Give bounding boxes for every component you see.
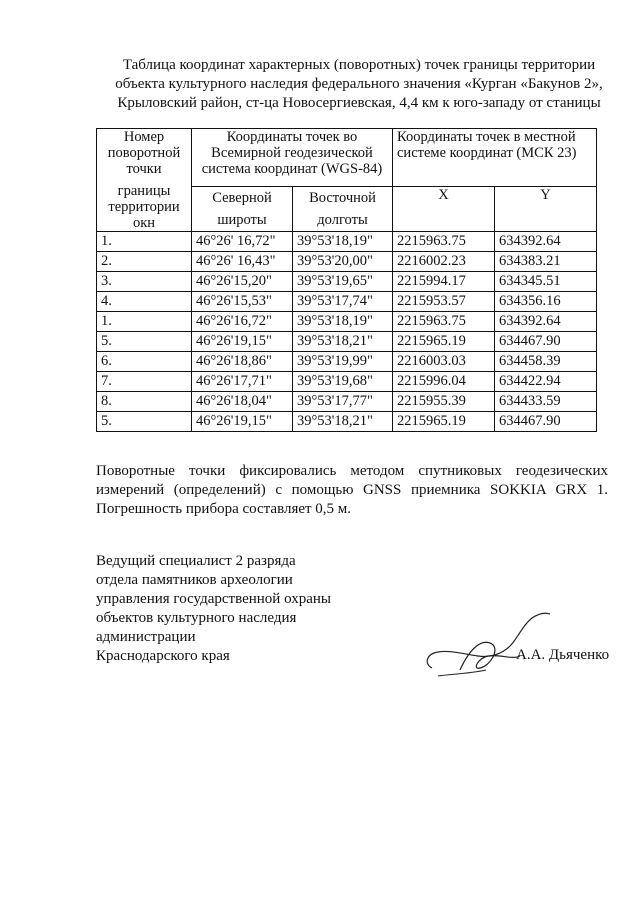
longitude-cell: 39°53'18,21"	[293, 412, 393, 432]
longitude-cell: 39°53'19,99"	[293, 352, 393, 372]
longitude-cell: 39°53'17,74"	[293, 292, 393, 312]
point-number: 6.	[97, 352, 192, 372]
point-number: 2.	[97, 252, 192, 272]
x-cell: 2215994.17	[393, 272, 495, 292]
position-line: Ведущий специалист 2 разряда	[96, 553, 296, 569]
header-line: окн	[132, 215, 156, 231]
point-number: 1.	[97, 232, 192, 252]
x-cell: 2215955.39	[393, 392, 495, 412]
signatory-position	[96, 552, 331, 666]
table-row	[97, 252, 597, 272]
table-row	[97, 232, 597, 252]
x-header: X	[393, 186, 495, 231]
header-line: долготы	[317, 211, 368, 228]
longitude-cell: 39°53'19,68"	[293, 372, 393, 392]
latitude-header	[192, 186, 293, 231]
header-line: территории	[108, 199, 180, 215]
longitude-cell: 39°53'20,00"	[293, 252, 393, 272]
latitude-cell: 46°26' 16,43"	[192, 252, 293, 272]
longitude-header	[293, 186, 393, 231]
point-number: 7.	[97, 372, 192, 392]
y-cell: 634383.21	[495, 252, 597, 272]
header-line: системе координат (МСК 23)	[397, 145, 577, 161]
y-cell: 634458.39	[495, 352, 597, 372]
note-line: измерений (определений) с помощью GNSS приемника SOKKIA GRX 1.	[96, 482, 608, 498]
latitude-cell: 46°26'15,53"	[192, 292, 293, 312]
table-row	[97, 352, 597, 372]
x-cell: 2216002.23	[393, 252, 495, 272]
header-line: точки	[126, 161, 162, 177]
measurement-note	[96, 462, 608, 519]
title-line: Таблица координат характерных (поворотных) точек границы территории	[122, 57, 596, 73]
coordinates-table	[96, 128, 597, 432]
longitude-cell: 39°53'18,21"	[293, 332, 393, 352]
y-cell: 634467.90	[495, 332, 597, 352]
header-line: Координаты точек в местной	[397, 129, 576, 145]
y-cell: 634356.16	[495, 292, 597, 312]
note-line: Погрешность прибора составляет 0,5 м.	[96, 501, 352, 517]
y-cell: 634467.90	[495, 412, 597, 432]
wgs-header	[192, 129, 393, 187]
x-cell: 2216003.03	[393, 352, 495, 372]
latitude-cell: 46°26'19,15"	[192, 332, 293, 352]
latitude-cell: 46°26'16,72"	[192, 312, 293, 332]
point-number: 8.	[97, 392, 192, 412]
longitude-cell: 39°53'18,19"	[293, 312, 393, 332]
longitude-cell: 39°53'18,19"	[293, 232, 393, 252]
position-line: управления государственной охраны	[96, 591, 331, 607]
y-cell: 634345.51	[495, 272, 597, 292]
x-cell: 2215953.57	[393, 292, 495, 312]
signatory-name: А.А. Дьяченко	[516, 647, 610, 663]
x-cell: 2215996.04	[393, 372, 495, 392]
table-row	[97, 412, 597, 432]
position-line: отдела памятников археологии	[96, 572, 293, 588]
latitude-cell: 46°26'18,86"	[192, 352, 293, 372]
header-line: Номер	[123, 129, 165, 145]
point-number: 3.	[97, 272, 192, 292]
header-line: Всемирной геодезической	[211, 145, 373, 161]
latitude-cell: 46°26'17,71"	[192, 372, 293, 392]
table-row	[97, 392, 597, 412]
note-line: Поворотные точки фиксировались методом спутниковых геодезических	[96, 463, 608, 479]
x-cell: 2215963.75	[393, 312, 495, 332]
header-line: широты	[217, 211, 267, 228]
title-line: Крыловский район, ст-ца Новосергиевская, 4,4 км к юго-западу от станицы	[117, 95, 601, 111]
y-cell: 634422.94	[495, 372, 597, 392]
point-number: 4.	[97, 292, 192, 312]
header-line: границы	[117, 183, 171, 199]
position-line: администрации	[96, 629, 196, 645]
header-line: система координат (WGS-84)	[201, 161, 383, 177]
longitude-cell: 39°53'19,65"	[293, 272, 393, 292]
point-number-header	[97, 129, 192, 232]
x-cell: 2215965.19	[393, 412, 495, 432]
latitude-cell: 46°26'19,15"	[192, 412, 293, 432]
x-cell: 2215965.19	[393, 332, 495, 352]
title-line: объекта культурного наследия федерального значения «Курган «Бакунов 2»,	[115, 76, 603, 92]
table-row	[97, 332, 597, 352]
point-number: 1.	[97, 312, 192, 332]
header-line: Восточной	[309, 189, 376, 206]
y-cell: 634392.64	[495, 232, 597, 252]
y-header: Y	[495, 186, 597, 231]
header-line: Северной	[212, 189, 272, 206]
y-cell: 634392.64	[495, 312, 597, 332]
x-cell: 2215963.75	[393, 232, 495, 252]
table-row	[97, 372, 597, 392]
position-line: объектов культурного наследия	[96, 610, 297, 626]
position-line: Краснодарского края	[96, 648, 230, 664]
latitude-cell: 46°26'15,20"	[192, 272, 293, 292]
y-cell: 634433.59	[495, 392, 597, 412]
table-row	[97, 312, 597, 332]
document-title	[104, 56, 614, 113]
header-line: Координаты точек во	[226, 129, 358, 145]
header-line: поворотной	[107, 145, 181, 161]
table-row	[97, 292, 597, 312]
point-number: 5.	[97, 412, 192, 432]
point-number: 5.	[97, 332, 192, 352]
table-row	[97, 272, 597, 292]
longitude-cell: 39°53'17,77"	[293, 392, 393, 412]
latitude-cell: 46°26'18,04"	[192, 392, 293, 412]
msk-header	[393, 129, 597, 187]
latitude-cell: 46°26' 16,72"	[192, 232, 293, 252]
